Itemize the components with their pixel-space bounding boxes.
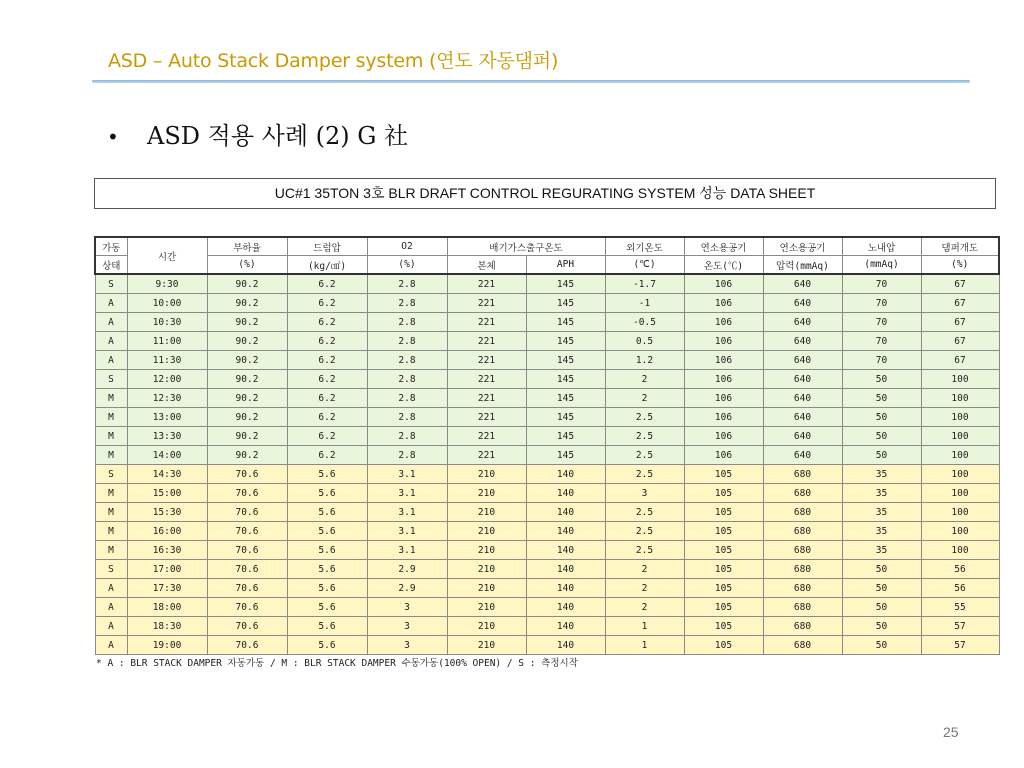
cell-exhaust-body: 221 [447,351,526,370]
cell-drum-pressure: 6.2 [287,294,367,313]
cell-air-pressure: 680 [763,579,842,598]
cell-air-pressure: 640 [763,446,842,465]
cell-outside-temp: 2 [605,579,684,598]
cell-outside-temp: 2 [605,560,684,579]
cell-exhaust-body: 221 [447,370,526,389]
cell-outside-temp: -1.7 [605,274,684,294]
cell-state: A [95,636,127,655]
cell-load: 70.6 [207,484,287,503]
cell-air-pressure: 640 [763,408,842,427]
cell-exhaust-body: 210 [447,484,526,503]
table-row [95,465,999,484]
cell-exhaust-body: 221 [447,294,526,313]
cell-exhaust-aph: 145 [526,313,605,332]
cell-air-pressure: 640 [763,274,842,294]
cell-state: A [95,579,127,598]
cell-furnace-pressure: 50 [842,427,921,446]
cell-outside-temp: 3 [605,484,684,503]
cell-exhaust-body: 221 [447,389,526,408]
cell-exhaust-body: 221 [447,408,526,427]
cell-exhaust-aph: 145 [526,351,605,370]
cell-exhaust-body: 210 [447,465,526,484]
cell-state: M [95,503,127,522]
cell-exhaust-body: 210 [447,636,526,655]
bullet-icon: • [107,125,119,149]
cell-furnace-pressure: 50 [842,446,921,465]
cell-o2: 2.8 [367,351,447,370]
cell-furnace-pressure: 35 [842,503,921,522]
cell-damper-opening: 67 [921,332,999,351]
table-row [95,636,999,655]
cell-time: 9:30 [127,274,207,294]
table-row [95,503,999,522]
cell-state: M [95,522,127,541]
cell-furnace-pressure: 35 [842,465,921,484]
cell-drum-pressure: 6.2 [287,332,367,351]
header-drum-bottom: (kg/㎠) [287,256,367,275]
cell-air-pressure: 680 [763,541,842,560]
cell-exhaust-body: 210 [447,522,526,541]
cell-furnace-pressure: 35 [842,541,921,560]
cell-exhaust-aph: 145 [526,427,605,446]
cell-furnace-pressure: 35 [842,522,921,541]
cell-time: 14:00 [127,446,207,465]
table-row [95,427,999,446]
cell-air-temp: 105 [684,484,763,503]
cell-load: 90.2 [207,332,287,351]
cell-air-pressure: 680 [763,617,842,636]
cell-damper-opening: 100 [921,522,999,541]
cell-exhaust-body: 210 [447,598,526,617]
cell-o2: 2.8 [367,274,447,294]
cell-state: M [95,389,127,408]
cell-load: 90.2 [207,446,287,465]
cell-drum-pressure: 5.6 [287,598,367,617]
cell-load: 70.6 [207,579,287,598]
cell-air-pressure: 640 [763,313,842,332]
cell-exhaust-body: 221 [447,446,526,465]
header-airtemp-top: 연소용공기 [684,237,763,256]
header-damper-bottom: (%) [921,256,999,275]
table-row [95,370,999,389]
cell-time: 11:00 [127,332,207,351]
cell-state: M [95,484,127,503]
cell-air-pressure: 640 [763,427,842,446]
cell-o2: 3.1 [367,484,447,503]
cell-outside-temp: 2.5 [605,541,684,560]
header-exhaust-aph: APH [526,256,605,275]
title-divider [92,80,970,83]
table-row [95,351,999,370]
cell-furnace-pressure: 50 [842,598,921,617]
page-number: 25 [943,724,959,740]
cell-drum-pressure: 5.6 [287,484,367,503]
cell-air-pressure: 680 [763,598,842,617]
table-row [95,541,999,560]
cell-state: A [95,313,127,332]
cell-exhaust-aph: 145 [526,389,605,408]
cell-air-temp: 106 [684,446,763,465]
cell-air-temp: 105 [684,579,763,598]
cell-o2: 2.8 [367,332,447,351]
cell-load: 70.6 [207,617,287,636]
cell-outside-temp: 2.5 [605,522,684,541]
cell-furnace-pressure: 50 [842,579,921,598]
cell-air-temp: 106 [684,313,763,332]
cell-air-pressure: 640 [763,294,842,313]
cell-time: 14:30 [127,465,207,484]
cell-damper-opening: 100 [921,446,999,465]
cell-air-temp: 106 [684,389,763,408]
cell-drum-pressure: 5.6 [287,541,367,560]
cell-outside-temp: 2 [605,598,684,617]
cell-o2: 3.1 [367,522,447,541]
cell-air-temp: 106 [684,408,763,427]
header-o2-bottom: (%) [367,256,447,275]
cell-drum-pressure: 6.2 [287,274,367,294]
cell-damper-opening: 67 [921,313,999,332]
cell-air-temp: 105 [684,541,763,560]
cell-state: S [95,465,127,484]
cell-o2: 2.8 [367,294,447,313]
performance-data-table [94,236,1000,655]
cell-load: 70.6 [207,598,287,617]
cell-exhaust-body: 221 [447,313,526,332]
header-furnace-bottom: (mmAq) [842,256,921,275]
cell-drum-pressure: 5.6 [287,522,367,541]
cell-outside-temp: 2 [605,370,684,389]
header-state-bottom: 상태 [95,256,127,275]
cell-o2: 3.1 [367,465,447,484]
cell-exhaust-aph: 140 [526,465,605,484]
header-outside-bottom: (℃) [605,256,684,275]
cell-air-temp: 105 [684,503,763,522]
cell-state: M [95,408,127,427]
cell-air-temp: 106 [684,370,763,389]
slide-title: ASD – Auto Stack Damper system (연도 자동댐퍼) [108,50,559,72]
cell-damper-opening: 56 [921,579,999,598]
table-row [95,408,999,427]
header-airtemp-bottom: 온도(℃) [684,256,763,275]
cell-exhaust-body: 210 [447,579,526,598]
cell-drum-pressure: 5.6 [287,579,367,598]
cell-exhaust-aph: 140 [526,522,605,541]
cell-time: 12:00 [127,370,207,389]
cell-time: 17:00 [127,560,207,579]
cell-load: 90.2 [207,274,287,294]
cell-furnace-pressure: 70 [842,332,921,351]
cell-drum-pressure: 6.2 [287,389,367,408]
cell-drum-pressure: 5.6 [287,636,367,655]
cell-damper-opening: 100 [921,408,999,427]
cell-furnace-pressure: 50 [842,370,921,389]
cell-o2: 2.8 [367,313,447,332]
cell-state: A [95,598,127,617]
cell-air-temp: 106 [684,294,763,313]
cell-outside-temp: -0.5 [605,313,684,332]
cell-time: 15:00 [127,484,207,503]
cell-outside-temp: 1 [605,636,684,655]
cell-air-pressure: 680 [763,484,842,503]
cell-o2: 3 [367,636,447,655]
cell-damper-opening: 100 [921,484,999,503]
cell-exhaust-body: 210 [447,541,526,560]
cell-outside-temp: 2 [605,389,684,408]
cell-drum-pressure: 6.2 [287,408,367,427]
cell-damper-opening: 55 [921,598,999,617]
cell-exhaust-aph: 145 [526,370,605,389]
cell-time: 13:00 [127,408,207,427]
cell-drum-pressure: 5.6 [287,465,367,484]
cell-exhaust-body: 221 [447,427,526,446]
cell-exhaust-aph: 145 [526,274,605,294]
cell-o2: 2.8 [367,427,447,446]
header-state-top: 가동 [95,237,127,256]
cell-exhaust-body: 210 [447,560,526,579]
cell-outside-temp: 2.5 [605,427,684,446]
cell-drum-pressure: 5.6 [287,503,367,522]
cell-air-pressure: 680 [763,465,842,484]
cell-air-temp: 105 [684,617,763,636]
cell-outside-temp: 2.5 [605,503,684,522]
cell-o2: 3 [367,598,447,617]
cell-time: 10:00 [127,294,207,313]
header-load-top: 부하율 [207,237,287,256]
cell-drum-pressure: 6.2 [287,370,367,389]
cell-air-pressure: 640 [763,332,842,351]
cell-drum-pressure: 5.6 [287,560,367,579]
cell-air-temp: 106 [684,351,763,370]
cell-air-temp: 106 [684,332,763,351]
cell-air-temp: 105 [684,560,763,579]
header-furnace-top: 노내압 [842,237,921,256]
table-row [95,598,999,617]
cell-o2: 3 [367,617,447,636]
table-row [95,313,999,332]
cell-o2: 2.8 [367,408,447,427]
cell-air-pressure: 640 [763,370,842,389]
table-body [95,274,999,655]
cell-load: 90.2 [207,294,287,313]
cell-outside-temp: 2.5 [605,446,684,465]
cell-furnace-pressure: 50 [842,389,921,408]
cell-time: 16:30 [127,541,207,560]
table-row [95,484,999,503]
cell-exhaust-aph: 145 [526,332,605,351]
table-row [95,522,999,541]
cell-drum-pressure: 6.2 [287,427,367,446]
cell-drum-pressure: 6.2 [287,351,367,370]
cell-outside-temp: 1 [605,617,684,636]
cell-exhaust-aph: 140 [526,560,605,579]
cell-exhaust-body: 210 [447,617,526,636]
cell-exhaust-aph: 145 [526,294,605,313]
cell-time: 10:30 [127,313,207,332]
cell-damper-opening: 57 [921,617,999,636]
table-row [95,617,999,636]
cell-state: A [95,294,127,313]
header-exhaust-body: 본체 [447,256,526,275]
cell-state: M [95,446,127,465]
cell-state: M [95,541,127,560]
cell-damper-opening: 56 [921,560,999,579]
cell-damper-opening: 100 [921,465,999,484]
cell-state: A [95,351,127,370]
table-row [95,560,999,579]
cell-damper-opening: 100 [921,541,999,560]
bullet-text: ASD 적용 사례 (2) G 社 [147,122,409,150]
cell-o2: 2.8 [367,389,447,408]
cell-load: 70.6 [207,503,287,522]
cell-exhaust-aph: 140 [526,503,605,522]
footnote: * A : BLR STACK DAMPER 자동가동 / M : BLR STACK DAMPER 수동가동(100% OPEN) / S : 측정시작 [96,658,578,669]
cell-furnace-pressure: 70 [842,351,921,370]
table-row [95,294,999,313]
header-damper-top: 댐퍼개도 [921,237,999,256]
cell-o2: 2.9 [367,560,447,579]
cell-exhaust-aph: 145 [526,408,605,427]
cell-o2: 2.9 [367,579,447,598]
cell-o2: 3.1 [367,503,447,522]
cell-damper-opening: 67 [921,294,999,313]
cell-state: A [95,332,127,351]
table-header [95,237,999,274]
cell-air-temp: 106 [684,274,763,294]
cell-drum-pressure: 5.6 [287,617,367,636]
cell-state: S [95,274,127,294]
cell-furnace-pressure: 70 [842,313,921,332]
cell-state: A [95,617,127,636]
cell-load: 90.2 [207,370,287,389]
cell-load: 70.6 [207,465,287,484]
header-load-bottom: (%) [207,256,287,275]
cell-time: 19:00 [127,636,207,655]
cell-damper-opening: 100 [921,427,999,446]
cell-damper-opening: 57 [921,636,999,655]
cell-load: 90.2 [207,389,287,408]
header-drum-top: 드럼압 [287,237,367,256]
cell-air-pressure: 640 [763,351,842,370]
cell-furnace-pressure: 50 [842,408,921,427]
cell-o2: 2.8 [367,370,447,389]
cell-furnace-pressure: 70 [842,274,921,294]
table-row [95,274,999,294]
cell-air-pressure: 680 [763,503,842,522]
header-airpress-top: 연소용공기 [763,237,842,256]
cell-exhaust-aph: 145 [526,446,605,465]
cell-time: 18:30 [127,617,207,636]
cell-time: 15:30 [127,503,207,522]
cell-exhaust-aph: 140 [526,484,605,503]
table-row [95,446,999,465]
cell-damper-opening: 67 [921,351,999,370]
header-exhaust-group: 배기가스출구온도 [447,237,605,256]
cell-air-pressure: 680 [763,560,842,579]
header-time: 시간 [127,237,207,274]
cell-air-temp: 105 [684,465,763,484]
cell-outside-temp: 1.2 [605,351,684,370]
cell-outside-temp: 0.5 [605,332,684,351]
table-row [95,579,999,598]
cell-load: 90.2 [207,408,287,427]
cell-air-temp: 105 [684,522,763,541]
cell-time: 13:30 [127,427,207,446]
cell-load: 70.6 [207,560,287,579]
cell-load: 90.2 [207,351,287,370]
cell-drum-pressure: 6.2 [287,313,367,332]
table-row [95,332,999,351]
cell-state: S [95,560,127,579]
cell-time: 17:30 [127,579,207,598]
cell-time: 18:00 [127,598,207,617]
cell-furnace-pressure: 50 [842,560,921,579]
cell-furnace-pressure: 70 [842,294,921,313]
header-outside-top: 외기온도 [605,237,684,256]
cell-exhaust-body: 210 [447,503,526,522]
cell-time: 11:30 [127,351,207,370]
cell-exhaust-aph: 140 [526,579,605,598]
cell-exhaust-body: 221 [447,274,526,294]
cell-air-temp: 105 [684,598,763,617]
cell-load: 70.6 [207,636,287,655]
cell-drum-pressure: 6.2 [287,446,367,465]
cell-furnace-pressure: 50 [842,636,921,655]
cell-outside-temp: 2.5 [605,465,684,484]
cell-load: 70.6 [207,541,287,560]
cell-air-pressure: 680 [763,522,842,541]
cell-furnace-pressure: 35 [842,484,921,503]
data-sheet-title: UC#1 35TON 3호 BLR DRAFT CONTROL REGURATING SYSTEM 성능 DATA SHEET [94,178,996,209]
cell-time: 16:00 [127,522,207,541]
cell-outside-temp: -1 [605,294,684,313]
cell-damper-opening: 100 [921,503,999,522]
bullet-item [107,116,408,151]
cell-load: 90.2 [207,313,287,332]
table-row [95,389,999,408]
header-o2-top: O2 [367,237,447,256]
cell-air-pressure: 640 [763,389,842,408]
cell-air-temp: 105 [684,636,763,655]
cell-damper-opening: 100 [921,370,999,389]
cell-time: 12:30 [127,389,207,408]
cell-outside-temp: 2.5 [605,408,684,427]
cell-damper-opening: 100 [921,389,999,408]
header-airpress-bottom: 압력(mmAq) [763,256,842,275]
cell-exhaust-aph: 140 [526,636,605,655]
cell-damper-opening: 67 [921,274,999,294]
cell-air-temp: 106 [684,427,763,446]
cell-air-pressure: 680 [763,636,842,655]
cell-exhaust-body: 221 [447,332,526,351]
cell-exhaust-aph: 140 [526,598,605,617]
cell-o2: 3.1 [367,541,447,560]
cell-state: M [95,427,127,446]
cell-exhaust-aph: 140 [526,541,605,560]
cell-load: 90.2 [207,427,287,446]
cell-o2: 2.8 [367,446,447,465]
cell-load: 70.6 [207,522,287,541]
cell-state: S [95,370,127,389]
cell-exhaust-aph: 140 [526,617,605,636]
cell-furnace-pressure: 50 [842,617,921,636]
